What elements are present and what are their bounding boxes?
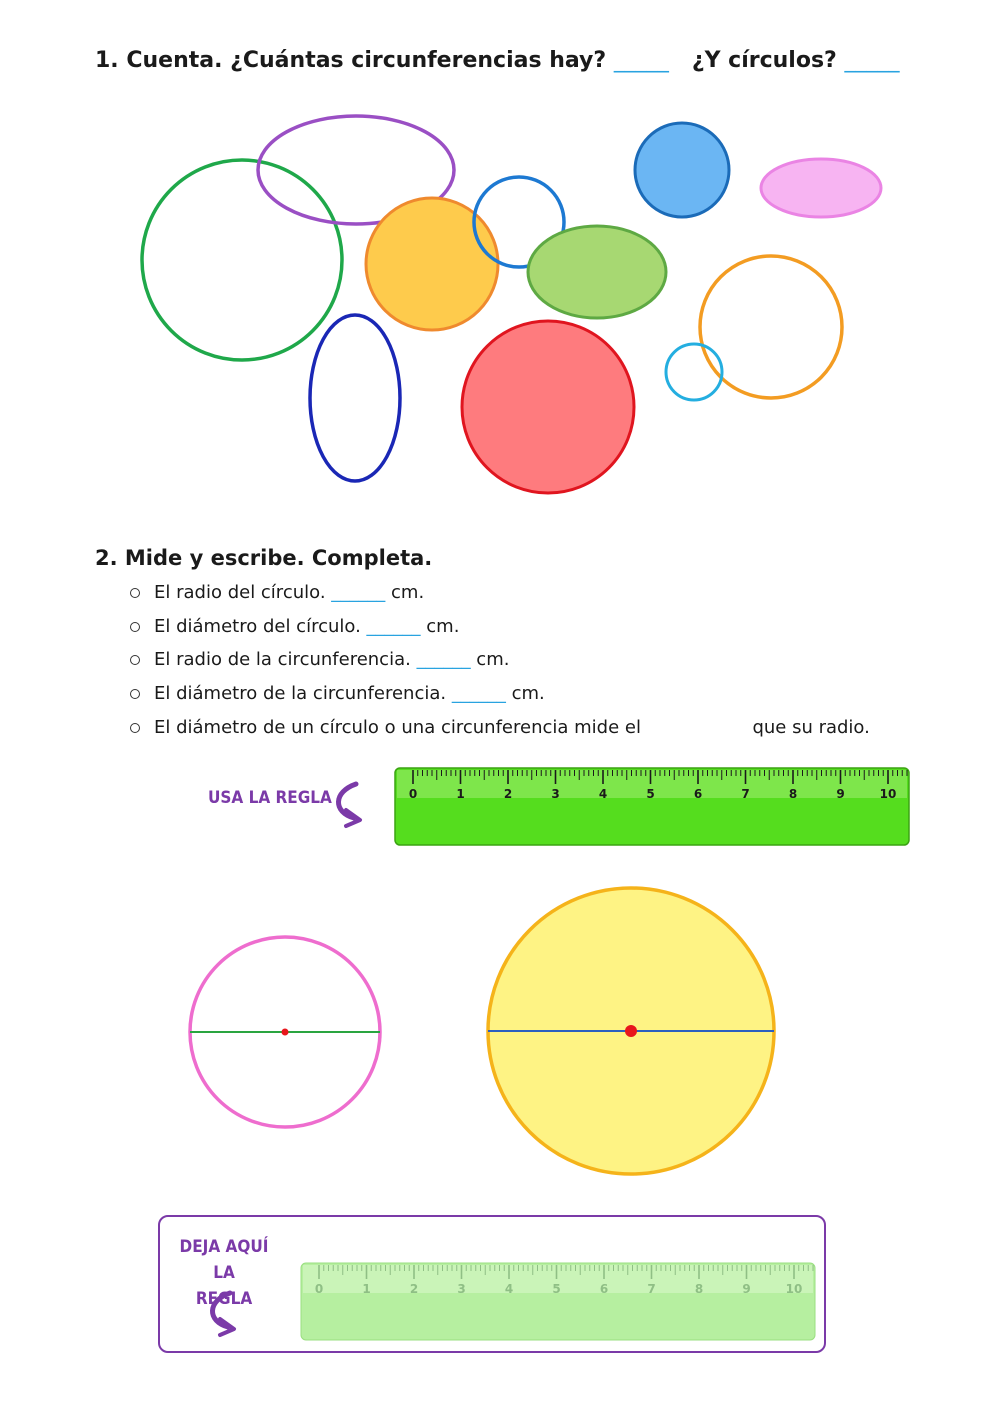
bullet-icon (130, 622, 140, 632)
ruler-number: 0 (314, 1282, 324, 1296)
leave-ruler-label-line2: REGLA (195, 1289, 253, 1309)
question-1-text-circumferences: Cuenta. ¿Cuántas circunferencias hay? (126, 48, 607, 73)
ruler-number: 9 (742, 1282, 751, 1296)
ruler-number: 2 (409, 1282, 419, 1296)
green-ellipse-filled (528, 226, 666, 318)
ruler-number: 10 (785, 1282, 803, 1296)
ruler-number: 0 (408, 787, 418, 801)
leave-ruler-label-line1: DEJA AQUÍ LA (179, 1237, 269, 1283)
ruler-number: 1 (362, 1282, 371, 1296)
center-point-small (282, 1029, 289, 1036)
question-2-title: 2. Mide y escribe. Completa. (95, 546, 433, 570)
bullet-icon (130, 723, 140, 733)
red-circle-filled (462, 321, 634, 493)
orange-circle-filled (366, 198, 498, 330)
list-item (130, 616, 459, 637)
question-1-number: 1. (95, 48, 119, 73)
ruler-green[interactable] (395, 768, 909, 845)
item-unit: que su radio. (752, 717, 870, 738)
bullet-icon (130, 588, 140, 598)
list-item (130, 582, 424, 603)
answer-blank[interactable]: ______ (416, 649, 471, 670)
item-unit: cm. (426, 616, 460, 637)
ruler-number: 10 (879, 787, 897, 801)
answer-blank[interactable]: ______ (451, 683, 506, 704)
answer-blank-circumferences[interactable]: _____ (613, 48, 669, 73)
ruler-number: 4 (598, 787, 608, 801)
ruler-number: 7 (741, 787, 750, 801)
cyan-small-circumference (666, 344, 722, 400)
ruler-number: 5 (552, 1282, 561, 1296)
leave-ruler-label (168, 1234, 280, 1312)
ruler-number: 2 (503, 787, 513, 801)
ruler-number: 8 (788, 787, 798, 801)
ruler-number: 8 (694, 1282, 704, 1296)
list-item (130, 717, 870, 738)
answer-blank[interactable]: ______ (366, 616, 421, 637)
navy-ellipse-outline (310, 315, 400, 481)
item-unit: cm. (511, 683, 545, 704)
ruler-number: 4 (504, 1282, 514, 1296)
bullet-icon (130, 689, 140, 699)
item-text: El diámetro de un círculo o una circunferencia mide el (154, 717, 641, 738)
bullet-icon (130, 655, 140, 665)
item-text: El diámetro de la circunferencia. (154, 683, 447, 704)
list-item (130, 683, 545, 704)
ruler-number: 1 (456, 787, 465, 801)
item-text: El radio del círculo. (154, 582, 326, 603)
list-item (130, 649, 509, 670)
question-1-text-circles: ¿Y círculos? (691, 48, 837, 73)
item-unit: cm. (391, 582, 425, 603)
center-point-large (625, 1025, 637, 1037)
ruler-number: 6 (693, 787, 703, 801)
ruler-number: 3 (551, 787, 560, 801)
ruler-number: 6 (599, 1282, 609, 1296)
item-text: El radio de la circunferencia. (154, 649, 411, 670)
answer-blank-circles[interactable]: _____ (844, 48, 900, 73)
blue-circle-filled (635, 123, 729, 217)
item-unit: cm. (476, 649, 510, 670)
ruler-number: 3 (457, 1282, 466, 1296)
use-ruler-label: USA LA REGLA (208, 788, 332, 808)
ruler-number: 9 (836, 787, 845, 801)
ruler-number: 7 (647, 1282, 656, 1296)
answer-blank[interactable]: ______ (331, 582, 386, 603)
green-circumference (142, 160, 342, 360)
item-text: El diámetro del círculo. (154, 616, 361, 637)
ruler-number: 5 (646, 787, 655, 801)
pink-ellipse-filled (761, 159, 881, 217)
